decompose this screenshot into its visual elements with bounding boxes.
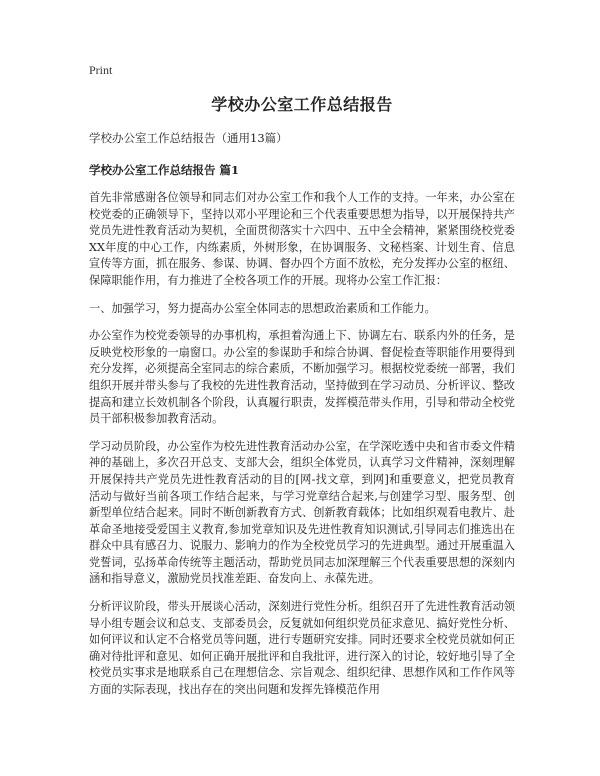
document-page bbox=[89, 62, 515, 710]
paragraph-intro: 首先非常感谢各位领导和同志们对办公室工作和我个人工作的支持。一年来，办公室在校党委的正确领导下，坚持以邓小平理论和三个代表重要思想为指导，以开展保持共产党员先进性教育活动为契机，全面贯彻落实十六四中、五中全会精神，紧紧围绕校党委XX年度的中心工作，内练素质，外树形象，在协调服务、文秘档案、计划生育、信息宣传等方面，抓在服务、参谋、协调、督办四个方面不放松，充分发挥办公室的枢纽、保障职能作用，有力推进了全校各项工作的开展。现将办公室工作汇报： bbox=[89, 191, 515, 287]
paragraph-office-role: 办公室作为校党委领导的办事机构，承担着沟通上下、协调左右、联系内外的任务，是反映党校形象的一扇窗口。办公室的参谋助手和综合协调、督促检查等职能作用要得到充分发挥，必须提高全室同志的综合素质，不断加强学习。根据校党委统一部署，我们组织开展并带头参与了我校的先进性教育活动，坚持做到在学习动员、分析评议、整改提高和建立长效机制各个阶段，认真履行职责，发挥模范带头作用，引导和带动全校党员干部积极参加教育活动。 bbox=[89, 329, 515, 426]
page-title: 学校办公室工作总结报告 bbox=[211, 95, 393, 114]
section-heading: 学校办公室工作总结报告 篇1 bbox=[89, 163, 240, 177]
paragraph-review-stage: 分析评议阶段，带头开展谈心活动，深刻进行党性分析。组织召开了先进性教育活动领导小组专题会议和总支、支部委员会，反复就如何组织党员征求意见、搞好党性分析、如何评议和认定不合格党员等问题，进行专题研究安排。同时还要求全校党员就如何正确对待批评和意见、如何正确开展批评和自我批评，进行深入的讨论，较好地引导了全校党员实事求是地联系自己在理想信念、宗旨观念、组织纪律、思想作风和工作作风等方面的实际表现，找出存在的突出问题和发挥先锋模范作用 bbox=[89, 600, 515, 697]
document-subtitle: 学校办公室工作总结报告（通用13篇） bbox=[89, 131, 288, 145]
paragraph-study-stage: 学习动员阶段，办公室作为校先进性教育活动办公室，在学深吃透中央和省市委文件精神的基础上，多次召开总支、支部大会，组织全体党员，认真学习文件精神，深刻理解开展保持共产党员先进性教育活动的目的[网-找文章，到网]和重要意义，把党员教育活动与做好当前各项工作结合起来，与学习党章结合起来,与创建学习型、服务型、创新型单位结合起来。同时不断创新教育方式、创新教育载体；比如组织观看电教片、赴革命圣地接受爱国主义教育,参加党章知识及先进性教育知识测试,引导同志们推选出在群众中具有感召力、说服力、影响力的作为全校党员学习的先进典型。通过开展重温入党誓词，弘扬革命传统等主题活动，帮助党员同志加深理解三个代表重要思想的深刻内涵和指导意义，激励党员找准差距、奋发向上、永葆先进。 bbox=[89, 439, 515, 586]
paragraph-point-one: 一、加强学习，努力提高办公室全体同志的思想政治素质和工作能力。 bbox=[89, 301, 436, 315]
print-link[interactable]: Print bbox=[89, 63, 113, 77]
